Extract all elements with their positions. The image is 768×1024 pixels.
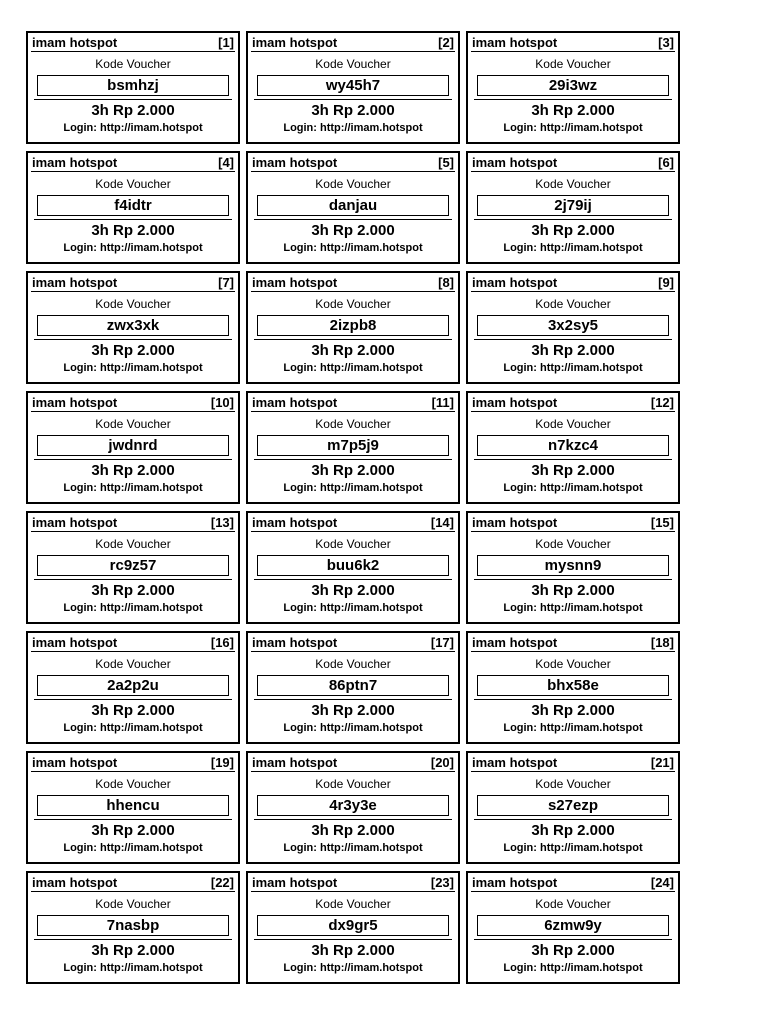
voucher-header <box>251 273 455 292</box>
voucher-divider <box>34 819 232 820</box>
voucher-number: [2] <box>438 34 454 50</box>
hotspot-name: imam hotspot <box>252 394 338 410</box>
voucher-header <box>471 273 675 292</box>
voucher-code: bhx58e <box>477 675 669 696</box>
voucher-price: 3h Rp 2.000 <box>531 942 615 959</box>
voucher-header <box>31 513 235 532</box>
voucher-header <box>251 153 455 172</box>
voucher-number: [20] <box>430 754 454 770</box>
voucher-number: [16] <box>210 634 234 650</box>
voucher-card <box>466 151 680 264</box>
voucher-login: Login: http://imam.hotspot <box>63 602 203 614</box>
voucher-label: Kode Voucher <box>95 777 171 791</box>
voucher-divider <box>254 819 452 820</box>
voucher-divider <box>474 99 672 100</box>
voucher-code: 6zmw9y <box>477 915 669 936</box>
voucher-label: Kode Voucher <box>95 297 171 311</box>
voucher-card <box>246 751 460 864</box>
voucher-login: Login: http://imam.hotspot <box>503 482 643 494</box>
voucher-header <box>471 393 675 412</box>
voucher-divider <box>34 699 232 700</box>
hotspot-name: imam hotspot <box>252 274 338 290</box>
voucher-price: 3h Rp 2.000 <box>531 702 615 719</box>
voucher-header <box>251 393 455 412</box>
hotspot-name: imam hotspot <box>32 394 118 410</box>
voucher-header <box>31 273 235 292</box>
voucher-price: 3h Rp 2.000 <box>91 222 175 239</box>
voucher-price: 3h Rp 2.000 <box>311 822 395 839</box>
voucher-number: [8] <box>438 274 454 290</box>
voucher-label: Kode Voucher <box>315 777 391 791</box>
hotspot-name: imam hotspot <box>472 154 558 170</box>
voucher-divider <box>254 579 452 580</box>
voucher-login: Login: http://imam.hotspot <box>283 482 423 494</box>
voucher-header <box>251 873 455 892</box>
voucher-code: jwdnrd <box>37 435 229 456</box>
voucher-label: Kode Voucher <box>95 417 171 431</box>
voucher-divider <box>254 459 452 460</box>
voucher-code: wy45h7 <box>257 75 449 96</box>
voucher-code: f4idtr <box>37 195 229 216</box>
voucher-header <box>471 513 675 532</box>
voucher-card <box>246 871 460 984</box>
voucher-label: Kode Voucher <box>95 177 171 191</box>
voucher-label: Kode Voucher <box>315 417 391 431</box>
voucher-divider <box>34 939 232 940</box>
voucher-login: Login: http://imam.hotspot <box>283 362 423 374</box>
voucher-price: 3h Rp 2.000 <box>91 702 175 719</box>
voucher-number: [5] <box>438 154 454 170</box>
voucher-header <box>251 633 455 652</box>
voucher-number: [17] <box>430 634 454 650</box>
voucher-number: [9] <box>658 274 674 290</box>
voucher-card <box>466 271 680 384</box>
voucher-label: Kode Voucher <box>315 537 391 551</box>
voucher-code: m7p5j9 <box>257 435 449 456</box>
hotspot-name: imam hotspot <box>472 874 558 890</box>
voucher-login: Login: http://imam.hotspot <box>63 722 203 734</box>
voucher-number: [15] <box>650 514 674 530</box>
voucher-code: n7kzc4 <box>477 435 669 456</box>
voucher-header <box>31 33 235 52</box>
voucher-header <box>31 753 235 772</box>
voucher-number: [14] <box>430 514 454 530</box>
voucher-divider <box>254 219 452 220</box>
voucher-code: 4r3y3e <box>257 795 449 816</box>
voucher-label: Kode Voucher <box>95 537 171 551</box>
voucher-label: Kode Voucher <box>95 57 171 71</box>
voucher-price: 3h Rp 2.000 <box>311 702 395 719</box>
hotspot-name: imam hotspot <box>32 874 118 890</box>
voucher-card <box>466 31 680 144</box>
voucher-divider <box>254 339 452 340</box>
voucher-number: [3] <box>658 34 674 50</box>
voucher-divider <box>34 99 232 100</box>
voucher-code: rc9z57 <box>37 555 229 576</box>
voucher-divider <box>254 939 452 940</box>
voucher-price: 3h Rp 2.000 <box>311 942 395 959</box>
voucher-divider <box>474 339 672 340</box>
voucher-label: Kode Voucher <box>535 417 611 431</box>
voucher-number: [4] <box>218 154 234 170</box>
voucher-divider <box>474 579 672 580</box>
voucher-login: Login: http://imam.hotspot <box>283 242 423 254</box>
voucher-login: Login: http://imam.hotspot <box>63 242 203 254</box>
voucher-label: Kode Voucher <box>315 897 391 911</box>
voucher-label: Kode Voucher <box>95 897 171 911</box>
voucher-number: [21] <box>650 754 674 770</box>
voucher-card <box>26 151 240 264</box>
voucher-code: dx9gr5 <box>257 915 449 936</box>
voucher-login: Login: http://imam.hotspot <box>63 482 203 494</box>
voucher-number: [12] <box>650 394 674 410</box>
voucher-card <box>26 751 240 864</box>
voucher-card <box>466 631 680 744</box>
voucher-price: 3h Rp 2.000 <box>531 822 615 839</box>
voucher-divider <box>34 579 232 580</box>
voucher-header <box>251 33 455 52</box>
voucher-price: 3h Rp 2.000 <box>311 582 395 599</box>
voucher-code: zwx3xk <box>37 315 229 336</box>
voucher-login: Login: http://imam.hotspot <box>503 722 643 734</box>
voucher-card <box>26 511 240 624</box>
hotspot-name: imam hotspot <box>252 874 338 890</box>
voucher-login: Login: http://imam.hotspot <box>283 962 423 974</box>
voucher-grid <box>26 31 681 984</box>
voucher-number: [18] <box>650 634 674 650</box>
voucher-price: 3h Rp 2.000 <box>531 462 615 479</box>
voucher-number: [19] <box>210 754 234 770</box>
voucher-card <box>246 31 460 144</box>
voucher-label: Kode Voucher <box>315 297 391 311</box>
voucher-login: Login: http://imam.hotspot <box>503 122 643 134</box>
voucher-divider <box>474 939 672 940</box>
voucher-label: Kode Voucher <box>535 537 611 551</box>
voucher-price: 3h Rp 2.000 <box>531 582 615 599</box>
voucher-login: Login: http://imam.hotspot <box>63 362 203 374</box>
voucher-label: Kode Voucher <box>535 897 611 911</box>
voucher-divider <box>254 699 452 700</box>
voucher-code: mysnn9 <box>477 555 669 576</box>
voucher-code: 29i3wz <box>477 75 669 96</box>
voucher-number: [22] <box>210 874 234 890</box>
voucher-label: Kode Voucher <box>315 657 391 671</box>
voucher-header <box>471 633 675 652</box>
voucher-card <box>466 391 680 504</box>
hotspot-name: imam hotspot <box>32 34 118 50</box>
voucher-card <box>246 271 460 384</box>
voucher-divider <box>474 219 672 220</box>
voucher-code: buu6k2 <box>257 555 449 576</box>
voucher-number: [23] <box>430 874 454 890</box>
voucher-divider <box>474 819 672 820</box>
voucher-card <box>246 151 460 264</box>
voucher-code: 7nasbp <box>37 915 229 936</box>
voucher-number: [11] <box>431 394 454 410</box>
voucher-card <box>246 511 460 624</box>
voucher-login: Login: http://imam.hotspot <box>283 602 423 614</box>
voucher-card <box>466 871 680 984</box>
voucher-code: 86ptn7 <box>257 675 449 696</box>
hotspot-name: imam hotspot <box>472 274 558 290</box>
voucher-login: Login: http://imam.hotspot <box>503 362 643 374</box>
voucher-label: Kode Voucher <box>535 657 611 671</box>
voucher-number: [6] <box>658 154 674 170</box>
voucher-price: 3h Rp 2.000 <box>531 222 615 239</box>
voucher-card <box>466 751 680 864</box>
voucher-price: 3h Rp 2.000 <box>91 582 175 599</box>
voucher-code: 2izpb8 <box>257 315 449 336</box>
voucher-number: [10] <box>210 394 234 410</box>
voucher-header <box>31 633 235 652</box>
voucher-header <box>31 393 235 412</box>
hotspot-name: imam hotspot <box>472 634 558 650</box>
voucher-price: 3h Rp 2.000 <box>531 102 615 119</box>
voucher-card <box>26 31 240 144</box>
voucher-price: 3h Rp 2.000 <box>91 342 175 359</box>
voucher-header <box>471 873 675 892</box>
voucher-code: 3x2sy5 <box>477 315 669 336</box>
voucher-login: Login: http://imam.hotspot <box>503 242 643 254</box>
voucher-number: [1] <box>218 34 234 50</box>
voucher-price: 3h Rp 2.000 <box>311 462 395 479</box>
voucher-card <box>26 871 240 984</box>
voucher-label: Kode Voucher <box>95 657 171 671</box>
voucher-price: 3h Rp 2.000 <box>91 822 175 839</box>
hotspot-name: imam hotspot <box>252 34 338 50</box>
voucher-divider <box>474 699 672 700</box>
voucher-login: Login: http://imam.hotspot <box>63 122 203 134</box>
voucher-card <box>246 631 460 744</box>
voucher-price: 3h Rp 2.000 <box>311 222 395 239</box>
hotspot-name: imam hotspot <box>32 514 118 530</box>
voucher-login: Login: http://imam.hotspot <box>503 602 643 614</box>
voucher-login: Login: http://imam.hotspot <box>503 842 643 854</box>
voucher-divider <box>254 99 452 100</box>
voucher-header <box>251 753 455 772</box>
voucher-price: 3h Rp 2.000 <box>91 102 175 119</box>
hotspot-name: imam hotspot <box>32 634 118 650</box>
voucher-price: 3h Rp 2.000 <box>91 462 175 479</box>
voucher-label: Kode Voucher <box>535 297 611 311</box>
voucher-login: Login: http://imam.hotspot <box>63 842 203 854</box>
voucher-header <box>31 873 235 892</box>
hotspot-name: imam hotspot <box>252 154 338 170</box>
voucher-card <box>26 271 240 384</box>
voucher-label: Kode Voucher <box>315 57 391 71</box>
voucher-price: 3h Rp 2.000 <box>311 342 395 359</box>
voucher-login: Login: http://imam.hotspot <box>503 962 643 974</box>
voucher-code: bsmhzj <box>37 75 229 96</box>
voucher-code: 2j79ij <box>477 195 669 216</box>
voucher-code: hhencu <box>37 795 229 816</box>
voucher-header <box>471 153 675 172</box>
voucher-card <box>466 511 680 624</box>
voucher-label: Kode Voucher <box>535 777 611 791</box>
voucher-code: danjau <box>257 195 449 216</box>
voucher-header <box>251 513 455 532</box>
voucher-label: Kode Voucher <box>535 177 611 191</box>
hotspot-name: imam hotspot <box>32 754 118 770</box>
voucher-label: Kode Voucher <box>535 57 611 71</box>
voucher-divider <box>34 459 232 460</box>
voucher-login: Login: http://imam.hotspot <box>283 722 423 734</box>
voucher-card <box>26 391 240 504</box>
voucher-code: s27ezp <box>477 795 669 816</box>
voucher-number: [24] <box>650 874 674 890</box>
hotspot-name: imam hotspot <box>252 754 338 770</box>
hotspot-name: imam hotspot <box>472 34 558 50</box>
voucher-header <box>471 33 675 52</box>
hotspot-name: imam hotspot <box>252 634 338 650</box>
voucher-divider <box>474 459 672 460</box>
voucher-login: Login: http://imam.hotspot <box>283 122 423 134</box>
voucher-label: Kode Voucher <box>315 177 391 191</box>
voucher-number: [13] <box>210 514 234 530</box>
voucher-number: [7] <box>218 274 234 290</box>
hotspot-name: imam hotspot <box>32 154 118 170</box>
voucher-card <box>26 631 240 744</box>
hotspot-name: imam hotspot <box>472 514 558 530</box>
voucher-divider <box>34 219 232 220</box>
voucher-header <box>471 753 675 772</box>
hotspot-name: imam hotspot <box>472 394 558 410</box>
hotspot-name: imam hotspot <box>472 754 558 770</box>
voucher-code: 2a2p2u <box>37 675 229 696</box>
hotspot-name: imam hotspot <box>32 274 118 290</box>
voucher-price: 3h Rp 2.000 <box>311 102 395 119</box>
voucher-card <box>246 391 460 504</box>
voucher-header <box>31 153 235 172</box>
voucher-login: Login: http://imam.hotspot <box>283 842 423 854</box>
voucher-login: Login: http://imam.hotspot <box>63 962 203 974</box>
voucher-divider <box>34 339 232 340</box>
voucher-price: 3h Rp 2.000 <box>531 342 615 359</box>
hotspot-name: imam hotspot <box>252 514 338 530</box>
voucher-price: 3h Rp 2.000 <box>91 942 175 959</box>
